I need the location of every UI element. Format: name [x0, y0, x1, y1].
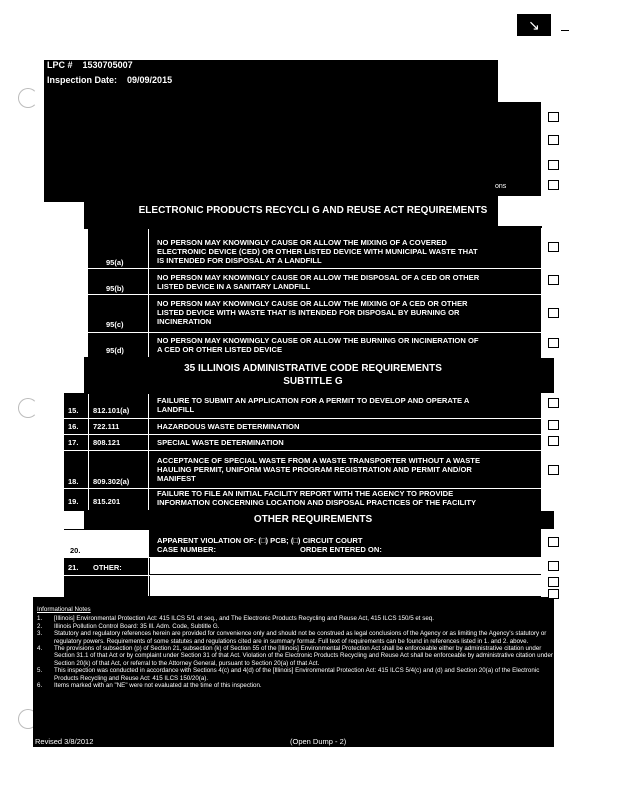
corner-mark — [561, 30, 569, 37]
divider — [148, 229, 149, 357]
row-number: 18. — [68, 477, 79, 486]
footer-form-name: (Open Dump - 2) — [290, 737, 347, 746]
checkbox[interactable] — [548, 420, 559, 430]
checkbox[interactable] — [548, 577, 559, 587]
corner-stamp: ↘ — [517, 14, 551, 36]
row-section: 95(a) — [106, 258, 124, 267]
row-number: 17. — [68, 438, 79, 447]
divider — [64, 575, 541, 576]
row-number: 14. — [68, 346, 79, 355]
note-item: 5. This inspection was conducted in accordance with Sections 4(c) and 4(d) of the [Illinois] Environmental Protection Act: 415 ILCS 5/4(c) and (d) and Section 20(a) of the Electronic Products Recycling and Reuse Act: 415 ILCS 150/20(a). — [37, 667, 540, 682]
row-number: 13. — [68, 320, 79, 329]
row-number: 16. — [68, 422, 79, 431]
row-text: FAILURE TO FILE AN INITIAL FACILITY REPORT WITH THE AGENCY TO PROVIDE INFORMATION CONCERNING LOCATION AND DISPOSAL PRACTICES OF THE FACILITY — [157, 489, 477, 507]
note-item: 3. Statutory and regulatory references herein are provided for convenience only and should not be construed as legal conclusions of the Agency or as limiting the Agency's statutory or regulatory powers. Requirements of some statutes and regulations cited are in summary format. Full text of requirements can be found in references listed in 1. and 2. above. — [37, 630, 547, 645]
note-item: 1. [Illinois] Environmental Protection Act: 415 ILCS 5/1 et seq., and The Electronic Products Recycling and Reuse Act, 415 ILCS 150/5 et seq. — [37, 615, 434, 623]
row-section: 815.201 — [93, 497, 121, 506]
note-item: 2. Illinois Pollution Control Board: 35 Ill. Adm. Code, Subtitle G. — [37, 622, 220, 630]
checkbox[interactable] — [548, 135, 559, 145]
checkbox[interactable] — [548, 112, 559, 122]
divider — [64, 434, 541, 435]
checkbox[interactable] — [548, 398, 559, 408]
divider — [88, 294, 541, 295]
checkbox[interactable] — [548, 275, 559, 285]
lpc-label: LPC # 1530705007 — [47, 60, 133, 70]
truncated-text: ons — [495, 183, 507, 190]
lpc-value: 1530705007 — [82, 60, 133, 70]
section-subtitle-admin: SUBTITLE G — [283, 376, 343, 387]
row-number: 12. — [68, 284, 79, 293]
row-section: 95(b) — [106, 284, 124, 293]
row-number: 20. — [70, 546, 81, 555]
row-section: 809.302(a) — [93, 477, 130, 486]
section-title-admin: 35 ILLINOIS ADMINISTRATIVE CODE REQUIREMENTS — [184, 363, 442, 374]
section-title-electronic: ELECTRONIC PRODUCTS RECYCLI G AND REUSE ACT REQUIREMENTS — [138, 205, 488, 216]
row-section: 95(d) — [106, 346, 124, 355]
checkbox[interactable] — [548, 589, 559, 599]
divider — [64, 450, 541, 451]
inspection-date-label: Inspection Date: 09/09/2015 — [47, 75, 173, 85]
informational-notes — [33, 606, 553, 689]
punch-hole-icon — [18, 398, 38, 418]
row-text: NO PERSON MAY KNOWINGLY CAUSE OR ALLOW THE MIXING OF A COVERED ELECTRONIC DEVICE (CED) OR OTHER LISTED DEVICE WITH MUNICIPAL WASTE THAT IS INTENDED FOR DISPOSAL AT A LANDFILL — [157, 238, 478, 265]
row-section: 812.101(a) — [93, 406, 130, 415]
row-text: FAILURE TO SUBMIT AN APPLICATION FOR A PERMIT TO DEVELOP AND OPERATE A LANDFILL — [157, 396, 470, 414]
row-section: 808.121 — [93, 438, 121, 447]
checkbox[interactable] — [548, 160, 559, 170]
row-text: NO PERSON MAY KNOWINGLY CAUSE OR ALLOW THE MIXING OF A CED OR OTHER LISTED DEVICE WITH WASTE THAT IS INTENDED FOR DISPOSAL BY BURNING OR INCINERATION — [157, 299, 468, 326]
row20-case-number: CASE NUMBER: — [157, 545, 217, 554]
section-title-other: OTHER REQUIREMENTS — [253, 514, 373, 525]
row21-other-label: OTHER: — [93, 563, 122, 572]
divider — [88, 394, 89, 510]
checkbox[interactable] — [548, 436, 559, 446]
note-item: 6. Items marked with an "NE" were not evaluated at the time of this inspection. — [37, 682, 262, 690]
row-number: 11. — [68, 258, 79, 267]
checkbox-column — [541, 393, 569, 511]
row20-order-entered: ORDER ENTERED ON: — [300, 545, 382, 554]
row-text: NO PERSON MAY KNOWINGLY CAUSE OR ALLOW THE DISPOSAL OF A CED OR OTHER LISTED DEVICE IN A SANITARY LANDFILL — [157, 273, 480, 291]
row-text: HAZARDOUS WASTE DETERMINATION — [157, 422, 300, 431]
divider — [64, 418, 541, 419]
divider — [88, 332, 541, 333]
note-item: 4. The provisions of subsection (p) of Section 21, subsection (k) of Section 55 of the [Illinois] Environmental Protection Act shall be enforceable either by administrative citation under Section 31.1 of that Act or by complaint under Section 31 of that Act. Violation of the Electronic Products Recycling and Reuse Act shall be enforceable by administrative citation under Section 20(k) of that Act, or referral to the Attorney General, pursuant to Section 20(a) of that Act. — [37, 645, 553, 667]
row-text: NO PERSON MAY KNOWINGLY CAUSE OR ALLOW THE BURNING OR INCINERATION OF A CED OR OTHER LISTED DEVICE — [157, 336, 479, 354]
checkbox[interactable] — [548, 308, 559, 318]
punch-hole-icon — [18, 88, 38, 108]
checkbox[interactable] — [548, 338, 559, 348]
divider — [148, 394, 149, 510]
row-number: 19. — [68, 497, 79, 506]
row-number: 15. — [68, 406, 79, 415]
row-number: 21. — [68, 563, 79, 572]
row-section: 722.111 — [93, 422, 120, 431]
row-text: ACCEPTANCE OF SPECIAL WASTE FROM A WASTE TRANSPORTER WITHOUT A WASTE HAULING PERMIT, UNIFORM WASTE PROGRAM REGISTRATION AND PERMIT AND/OR MANIFEST — [157, 456, 481, 483]
divider — [84, 229, 88, 357]
checkbox[interactable] — [548, 465, 559, 475]
redacted-block — [44, 102, 542, 202]
row21-input-area[interactable] — [150, 558, 541, 574]
divider — [148, 530, 149, 596]
row-text: SPECIAL WASTE DETERMINATION — [157, 438, 284, 447]
footer-revised: Revised 3/8/2012 — [35, 737, 94, 746]
inspection-date-value: 09/09/2015 — [127, 75, 173, 85]
divider — [88, 268, 541, 269]
checkbox[interactable] — [548, 561, 559, 571]
checkbox[interactable] — [548, 180, 559, 190]
row-section: 95(c) — [106, 320, 124, 329]
row21-input-area[interactable] — [150, 576, 541, 596]
row20-line1: APPARENT VIOLATION OF: (□) PCB; (□) CIRCUIT COURT — [157, 536, 363, 545]
checkbox[interactable] — [548, 242, 559, 252]
checkbox[interactable] — [548, 537, 559, 547]
notes-title: Informational Notes — [37, 606, 91, 613]
